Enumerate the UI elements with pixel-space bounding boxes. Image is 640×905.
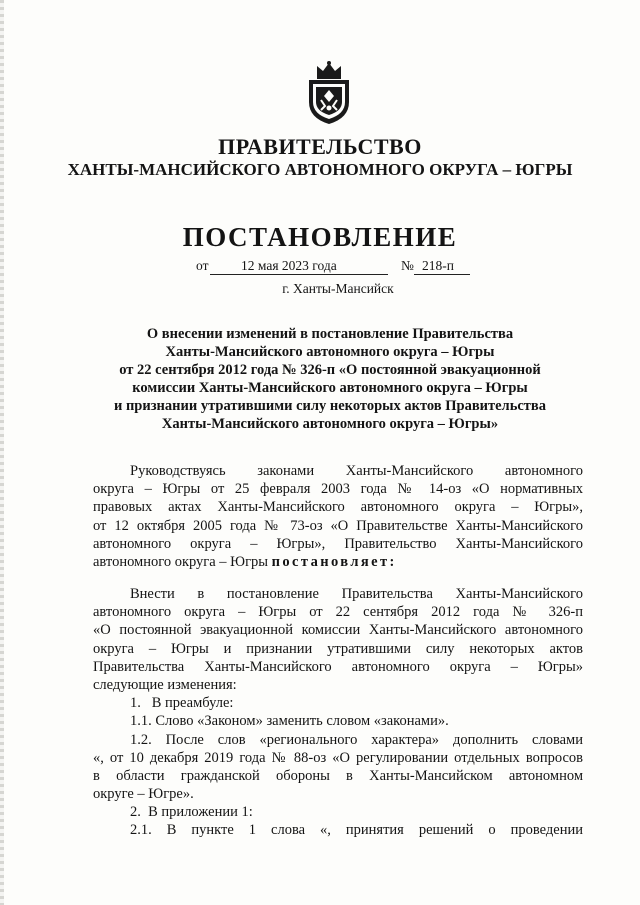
- city: г. Ханты-Мансийск: [282, 281, 394, 296]
- document-subject: [0, 325, 640, 433]
- text-line: округе – Югре».: [93, 786, 194, 803]
- text-fragment: автономного округа – Югры: [93, 553, 272, 570]
- document-type: ПОСТАНОВЛЕНИЕ: [182, 222, 458, 252]
- text-line: от 12 октября 2005 года № 73-оз «О Правительстве Ханты-Мансийского: [93, 517, 583, 534]
- text-line: Руководствуясь законами Ханты-Мансийского автономного: [130, 463, 583, 479]
- coat-of-arms-emblem: [301, 60, 357, 126]
- list-item-2-1: 2.1. В пункте 1 слова «, принятия решений о проведении: [130, 822, 583, 839]
- text-line: «О постоянной эвакуационной комиссии Ханты-Мансийского автономного: [93, 622, 583, 639]
- text-line: правовых актах Ханты-Мансийского автономного округа – Югры»,: [93, 499, 583, 516]
- text-line: в области гражданской обороны в Ханты-Мансийском автономном: [93, 767, 583, 784]
- text-line: автономного округа – Югры от 22 сентября 2012 года № 326-п: [93, 604, 583, 621]
- list-item-1: 1. В преамбуле:: [130, 695, 234, 712]
- government-title: ПРАВИТЕЛЬСТВО: [218, 134, 422, 159]
- number-prefix: №: [401, 258, 414, 273]
- text-line: Внести в постановление Правительства Ханты-Мансийского: [130, 586, 583, 602]
- text-line: [93, 553, 583, 571]
- government-region: ХАНТЫ-МАНСИЙСКОГО АВТОНОМНОГО ОКРУГА – ЮГРЫ: [67, 160, 573, 179]
- list-item-1-2: 1.2. После слов «регионального характера» дополнить словами: [130, 731, 583, 748]
- text-line: Правительства Ханты-Мансийского автономного округа – Югры»: [93, 658, 583, 675]
- text-line: округа – Югры и признании утратившими силу некоторых актов: [93, 640, 583, 657]
- date-underline: [210, 274, 388, 275]
- subject-line: О внесении изменений в постановление Правительства: [146, 326, 514, 342]
- subject-line: и признании утратившими силу некоторых актов Правительства: [113, 398, 547, 414]
- text-line: следующие изменения:: [93, 676, 237, 693]
- document-number: 218-п: [422, 258, 454, 273]
- list-item-1-1: 1.1. Слово «Законом» заменить словом «законами».: [130, 713, 449, 730]
- text-line: «, от 10 декабря 2019 года № 88-оз «О регулировании отдельных вопросов: [93, 749, 583, 766]
- document-date: 12 мая 2023 года: [241, 258, 337, 273]
- number-underline: [414, 274, 470, 275]
- decree-word: постановляет:: [271, 553, 397, 570]
- text-line: округа – Югры от 25 февраля 2003 года № 14-оз «О нормативных: [93, 481, 583, 498]
- preamble-paragraph: [93, 462, 583, 571]
- subject-line: комиссии Ханты-Мансийского автономного округа – Югры: [132, 380, 528, 396]
- text-line: автономного округа – Югры», Правительство Ханты-Мансийского: [93, 535, 583, 552]
- main-paragraph: [93, 585, 583, 840]
- list-item-2: 2. В приложении 1:: [130, 804, 253, 821]
- subject-line: от 22 сентября 2012 года № 326-п «О постоянной эвакуационной: [119, 362, 541, 378]
- subject-line: Ханты-Мансийского автономного округа – Югры»: [161, 416, 499, 432]
- date-number-line: [196, 258, 496, 278]
- subject-line: Ханты-Мансийского автономного округа – Югры: [165, 344, 495, 360]
- date-prefix: от: [196, 258, 209, 273]
